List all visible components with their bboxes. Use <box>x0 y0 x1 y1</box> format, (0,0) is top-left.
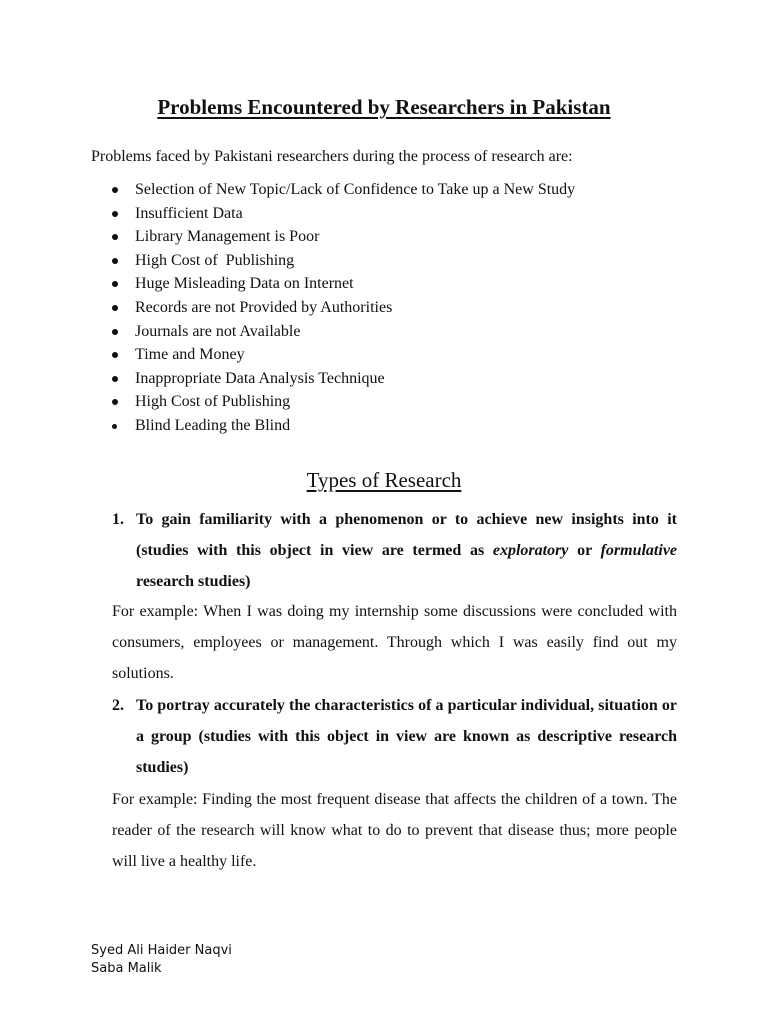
item-italic-term: exploratory <box>492 542 569 559</box>
list-item <box>110 178 575 202</box>
bullet-icon <box>112 376 118 382</box>
list-item <box>110 343 575 367</box>
bullet-icon <box>112 258 118 264</box>
item-number: 1. <box>112 511 124 528</box>
bullet-icon <box>112 211 118 217</box>
list-item-text: Library Management is Poor <box>135 228 320 246</box>
item-text <box>136 504 677 597</box>
example-paragraph: For example: Finding the most frequent disease that affects the children of a town. The reader of the research will know what to do to prevent that disease thus; more people will live a healthy life. <box>112 791 677 870</box>
item-number: 2. <box>112 697 124 714</box>
list-item-text: Time and Money <box>135 346 245 364</box>
intro-paragraph: Problems faced by Pakistani researchers during the process of research are: <box>91 148 573 165</box>
list-item <box>110 320 575 344</box>
list-item-text: Selection of New Topic/Lack of Confidence to Take up a New Study <box>135 181 576 198</box>
bullet-icon <box>112 352 118 358</box>
list-item <box>110 296 575 320</box>
list-item-text: High Cost of Publishing <box>135 251 295 269</box>
bullet-icon <box>112 187 118 193</box>
item-italic-term: formulative <box>600 542 678 559</box>
item-text-part: or <box>568 542 601 559</box>
list-item-text: Records are not Provided by Authorities <box>135 298 393 316</box>
list-item-text: Journals are not Available <box>135 322 301 340</box>
list-item <box>110 202 575 226</box>
example-paragraph: For example: When I was doing my internship some discussions were concluded with consumers, employees or management. Through which I was easily find out my solutions. <box>112 603 677 682</box>
research-type-item <box>112 690 677 783</box>
author-name: Saba Malik <box>91 961 162 976</box>
bullet-icon <box>112 329 118 335</box>
item-text-part: To gain familiarity with a phenomenon or to achieve new insights into it (studies with this object in view are termed as <box>136 511 677 559</box>
page-title: Problems Encountered by Researchers in Pakistan <box>157 95 611 119</box>
list-item-text: Blind Leading the Blind <box>135 416 291 434</box>
bullet-icon <box>112 305 118 311</box>
bullet-icon <box>112 234 118 240</box>
bullet-icon <box>112 399 118 405</box>
author-name: Syed Ali Haider Naqvi <box>91 943 232 958</box>
list-item <box>110 390 575 414</box>
list-item-text: High Cost of Publishing <box>135 393 291 411</box>
list-item-text: Insufficient Data <box>135 204 243 222</box>
list-item <box>110 249 575 273</box>
list-item <box>110 367 575 391</box>
list-item <box>110 414 575 438</box>
list-item <box>110 225 575 249</box>
bullet-icon <box>112 424 117 429</box>
research-type-item <box>112 504 677 597</box>
list-item <box>110 272 575 296</box>
bullet-icon <box>112 281 118 287</box>
section-title: Types of Research <box>306 468 462 492</box>
problems-list <box>110 178 575 438</box>
list-item-text: Inappropriate Data Analysis Technique <box>135 369 385 387</box>
item-text-part: research studies) <box>136 573 251 590</box>
item-text: To portray accurately the characteristics of a particular individual, situation or a group (studies with this object in view are known as descriptive research studies) <box>136 697 677 776</box>
list-item-text: Huge Misleading Data on Internet <box>135 275 354 293</box>
